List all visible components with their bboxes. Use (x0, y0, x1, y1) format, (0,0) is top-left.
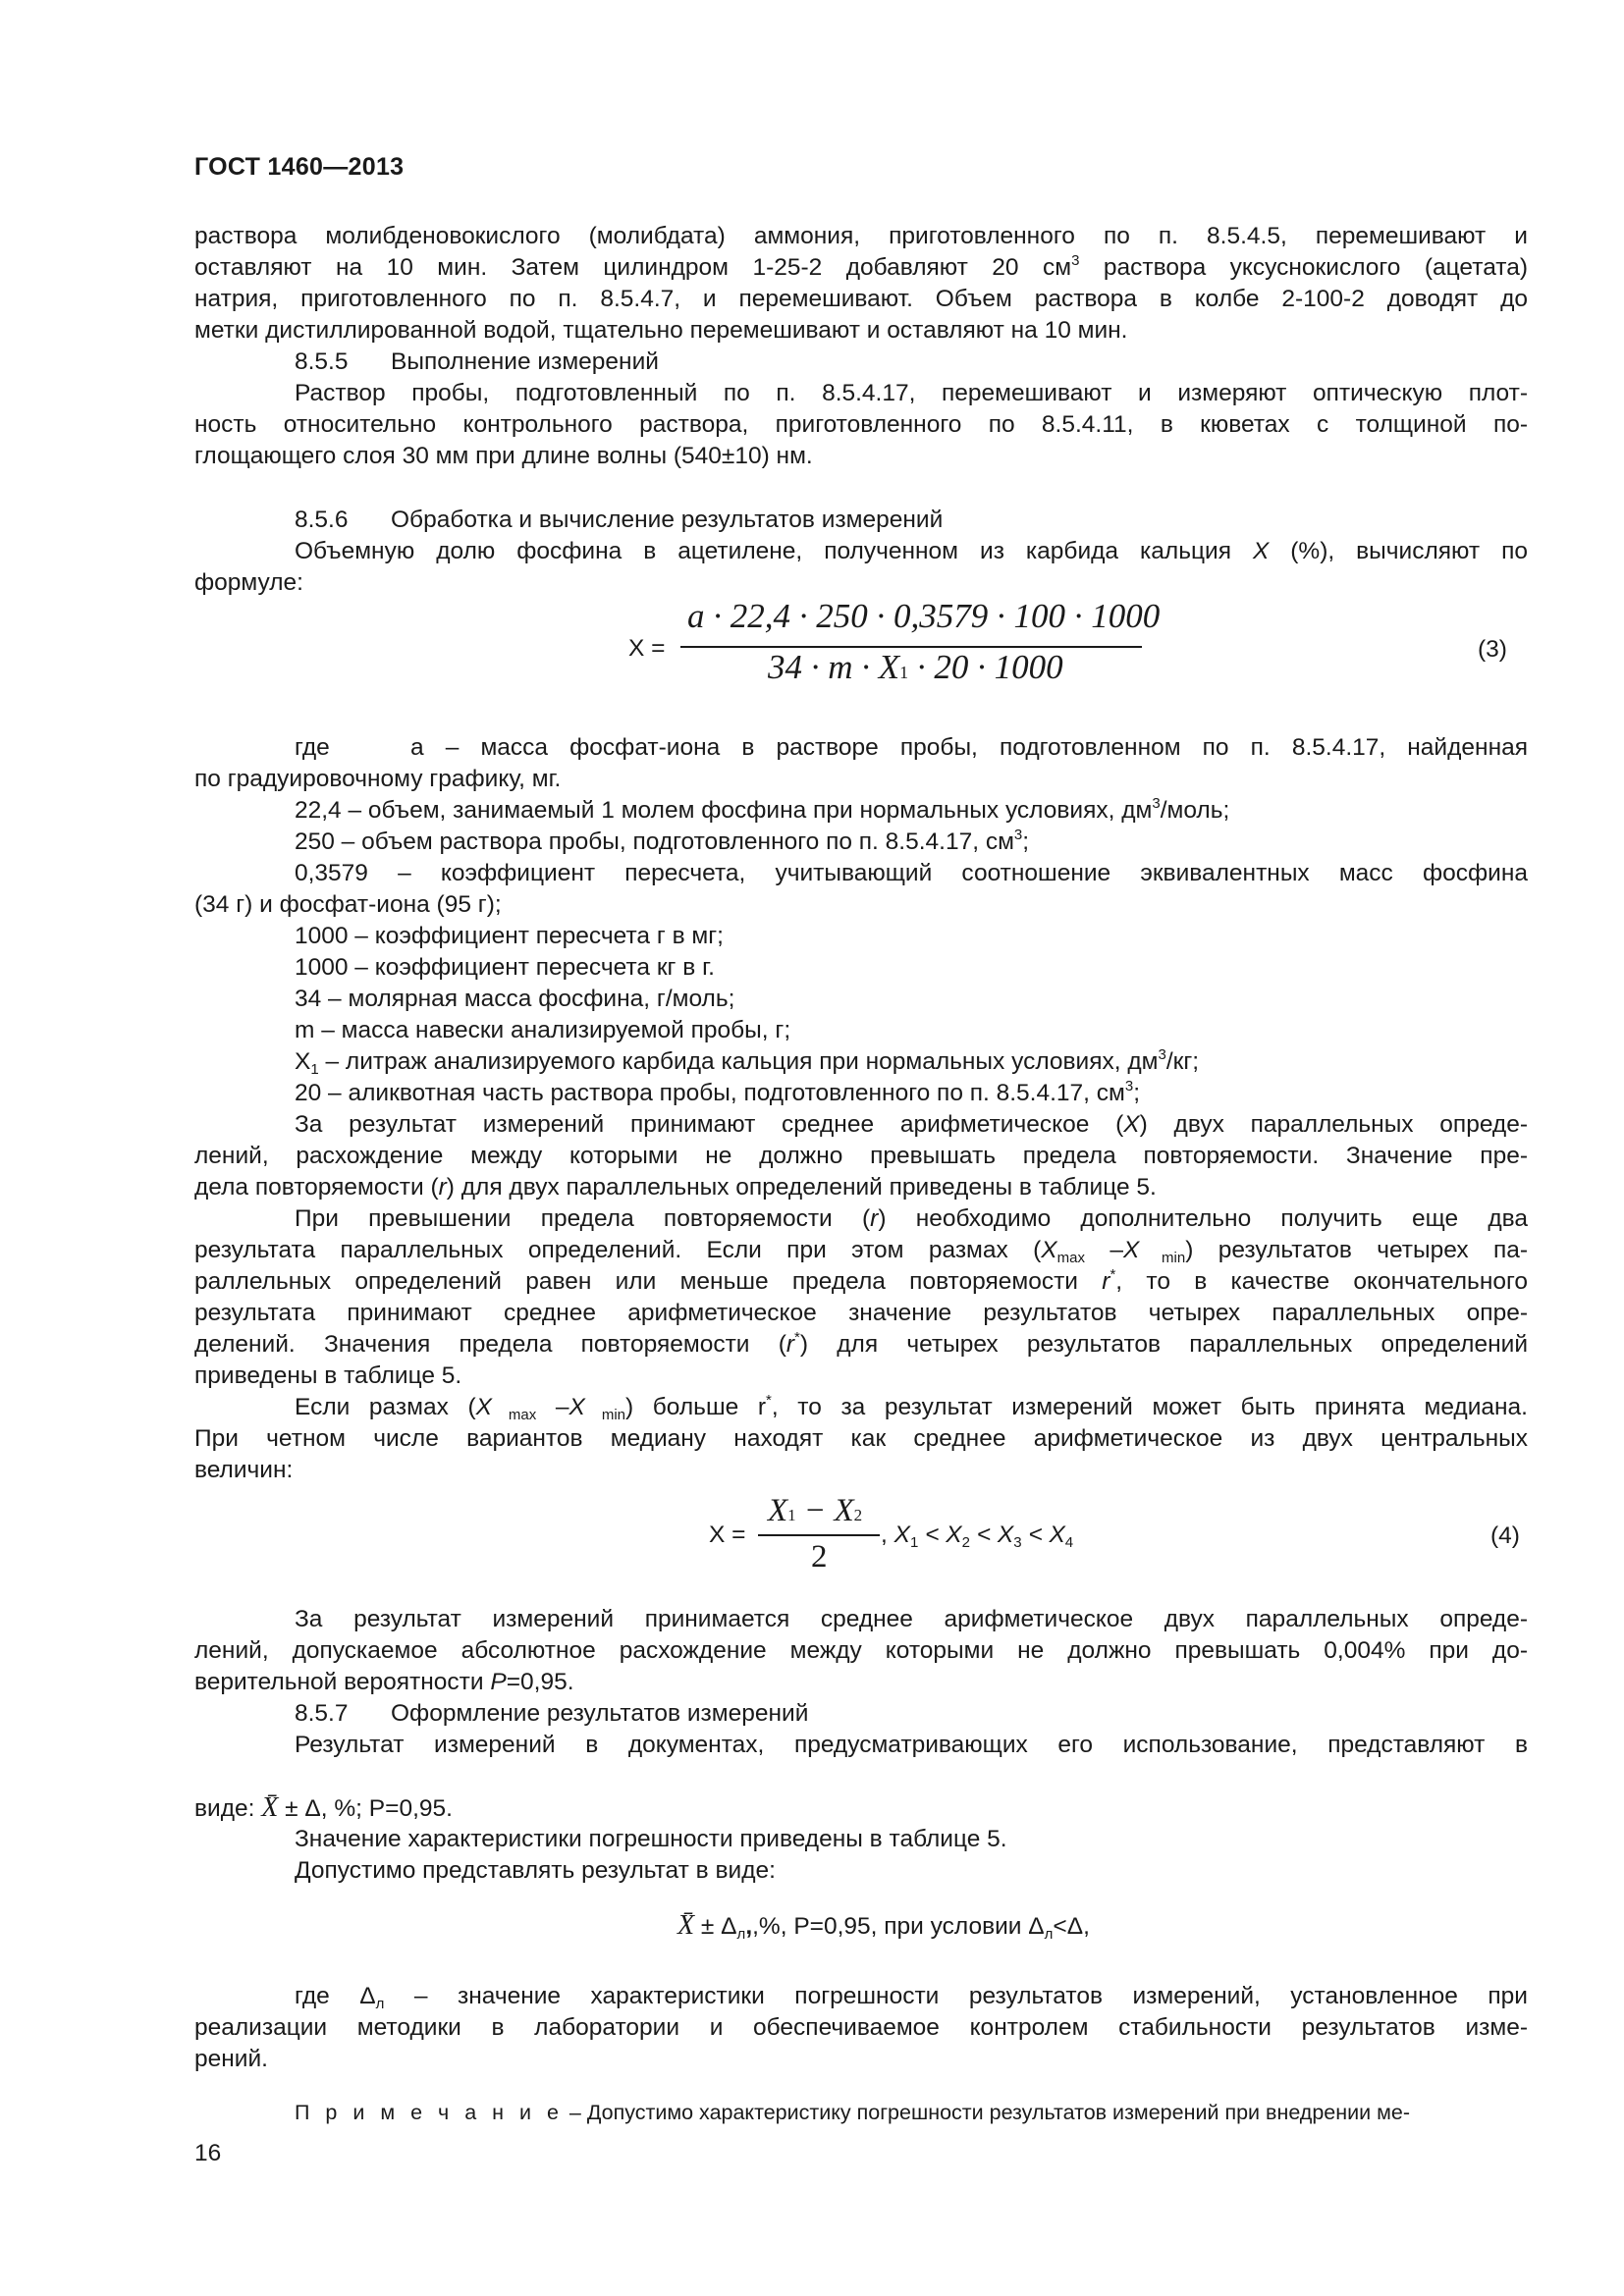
text-line: глощающего слоя 30 мм при длине волны (540±10) нм. (194, 443, 813, 469)
note-line: П р и м е ч а н и е – Допустимо характеристику погрешности результатов измерений при внедрении ме- (295, 2101, 1411, 2124)
text-line: лений, допускаемое абсолютное расхождение между которыми не должно превышать 0,004% при до- (194, 1637, 1528, 1664)
text-line: 1000 – коэффициент пересчета г в мг; (295, 923, 724, 949)
formula-numerator: X1 − X2 (768, 1493, 863, 1528)
text-line: Результат измерений в документах, предусматривающих его использование, представляют в (295, 1732, 1528, 1758)
formula-lhs: X = (628, 635, 666, 662)
document-header: ГОСТ 1460—2013 (194, 153, 405, 181)
text-line: делений. Значения предела повторяемости (r*) для четырех результатов параллельных определений (194, 1329, 1529, 1358)
section-heading-857: 8.5.7 Оформление результатов измерений (295, 1700, 809, 1727)
formula-condition: , $X_1 < X_2 < X_3 < X_4$ (881, 1522, 1074, 1551)
text-line: m – масса навески анализируемой пробы, г; (295, 1017, 791, 1043)
result-formula: X̄ ± $\Delta_л,,\%$, Р=0,95, при условии $\Delta_л<\Delta$, (677, 1910, 1090, 1943)
text-line: 20 – аликвотная часть раствора пробы, подготовленного по п. 8.5.4.17, $см^3$; (295, 1078, 1141, 1106)
text-line: 0,3579 – коэффициент пересчета, учитывающий соотношение эквивалентных масс фосфина (295, 860, 1528, 886)
text-line: приведены в таблице 5. (194, 1362, 462, 1389)
text-line: лений, расхождение между которыми не должно превышать предела повторяемости. Значение пре- (194, 1143, 1528, 1169)
text-line: Объемную долю фосфина в ацетилене, полученном из карбида кальция X (%), вычисляют по (295, 538, 1528, 564)
text-line: 1000 – коэффициент пересчета кг в г. (295, 954, 715, 981)
text-line: формуле: (194, 569, 303, 596)
text-line: При превышении предела повторяемости (r) необходимо дополнительно получить еще два (295, 1205, 1529, 1232)
text-line: результата параллельных определений. Если при этом размах ($X_{max}$ –X $_{min}$) результатов четырех па- (194, 1237, 1528, 1266)
section-heading-856: 8.5.6 Обработка и вычисление результатов измерений (295, 507, 944, 533)
text-line: дела повторяемости (r) для двух параллельных определений приведены в таблице 5. (194, 1174, 1157, 1201)
text-line: Раствор пробы, подготовленный по п. 8.5.4.17, перемешивают и измеряют оптическую плот- (295, 380, 1528, 406)
text-line: За результат измерений принимают среднее арифметическое (X) двух параллельных опреде- (295, 1111, 1528, 1138)
text-line: по градуировочному графику, мг. (194, 766, 562, 792)
text-line: реализации методики в лаборатории и обеспечиваемое контролем стабильности результатов изме- (194, 2014, 1528, 2041)
section-heading-855: 8.5.5 Выполнение измерений (295, 348, 659, 375)
text-line: где $\Delta_л$ – значение характеристики погрешности результатов измерений, установленное при (295, 1983, 1528, 2012)
text-line: раствора молибденовокислого (молибдата) аммония, приготовленного по п. 8.5.4.5, перемешивают и (194, 223, 1528, 249)
text-line: Допустимо представлять результат в виде: (295, 1857, 776, 1884)
text-line: $Х_1$ – литраж анализируемого карбида кальция при нормальных условиях, $дм^3/кг$; (295, 1046, 1200, 1078)
text-line: оставляют на 10 мин. Затем цилиндром 1-25-2 добавляют 20 $см^3$ раствора уксуснокислого (ацетата) (194, 252, 1529, 281)
formula-denominator: 34 · m · X1 · 20 · 1000 (768, 648, 1063, 686)
text-line: Если размах (X $_{max}$ –X $_{min}$) больше r*, то за результат измерений может быть принята медиана. (295, 1392, 1528, 1423)
text-line: (34 г) и фосфат-иона (95 г); (194, 891, 502, 918)
text-line: 34 – молярная масса фосфина, г/моль; (295, 986, 735, 1012)
text-line: рений. (194, 2046, 268, 2072)
text-line: раллельных определений равен или меньше предела повторяемости r*, то в качестве окончательного (194, 1266, 1529, 1295)
formula-denominator: 2 (811, 1539, 828, 1575)
text-line: натрия, приготовленного по п. 8.5.4.7, и перемешивают. Объем раствора в колбе 2-100-2 доводят до (194, 286, 1528, 312)
text-line: 250 – объем раствора пробы, подготовленного по п. 8.5.4.17, $см^3$; (295, 827, 1030, 855)
text-line: метки дистиллированной водой, тщательно перемешивают и оставляют на 10 мин. (194, 317, 1128, 344)
text-line: 22,4 – объем, занимаемый 1 молем фосфина при нормальных условиях, $дм^3$/моль; (295, 795, 1230, 824)
formula-number-4: (4) (1490, 1522, 1520, 1549)
text-line: Значение характеристики погрешности приведены в таблице 5. (295, 1826, 1007, 1852)
text-line: где а – масса фосфат-иона в растворе пробы, подготовленном по п. 8.5.4.17, найденная (295, 734, 1528, 761)
text-line: виде: X̄ ± Δ, %; Р=0,95. (194, 1792, 453, 1823)
fraction-bar (758, 1534, 880, 1536)
text-line: При четном числе вариантов медиану находят как среднее арифметическое из двух центральных (194, 1425, 1528, 1452)
text-line: результата принимают среднее арифметическое значение результатов четырех параллельных опре- (194, 1300, 1528, 1326)
formula-lhs: X = (709, 1522, 746, 1548)
formula-numerator: a · 22,4 · 250 · 0,3579 · 100 · 1000 (687, 597, 1161, 635)
note-label: П р и м е ч а н и е (295, 2101, 564, 2124)
page-number: 16 (194, 2140, 222, 2166)
formula-number-3: (3) (1478, 636, 1507, 663)
text-line: величин: (194, 1457, 294, 1483)
text-line: За результат измерений принимается среднее арифметическое двух параллельных опреде- (295, 1606, 1528, 1632)
text-line: верительной вероятности P=0,95. (194, 1669, 574, 1695)
text-line: ность относительно контрольного раствора, приготовленного по 8.5.4.11, в кюветах с толщиной по- (194, 411, 1528, 438)
